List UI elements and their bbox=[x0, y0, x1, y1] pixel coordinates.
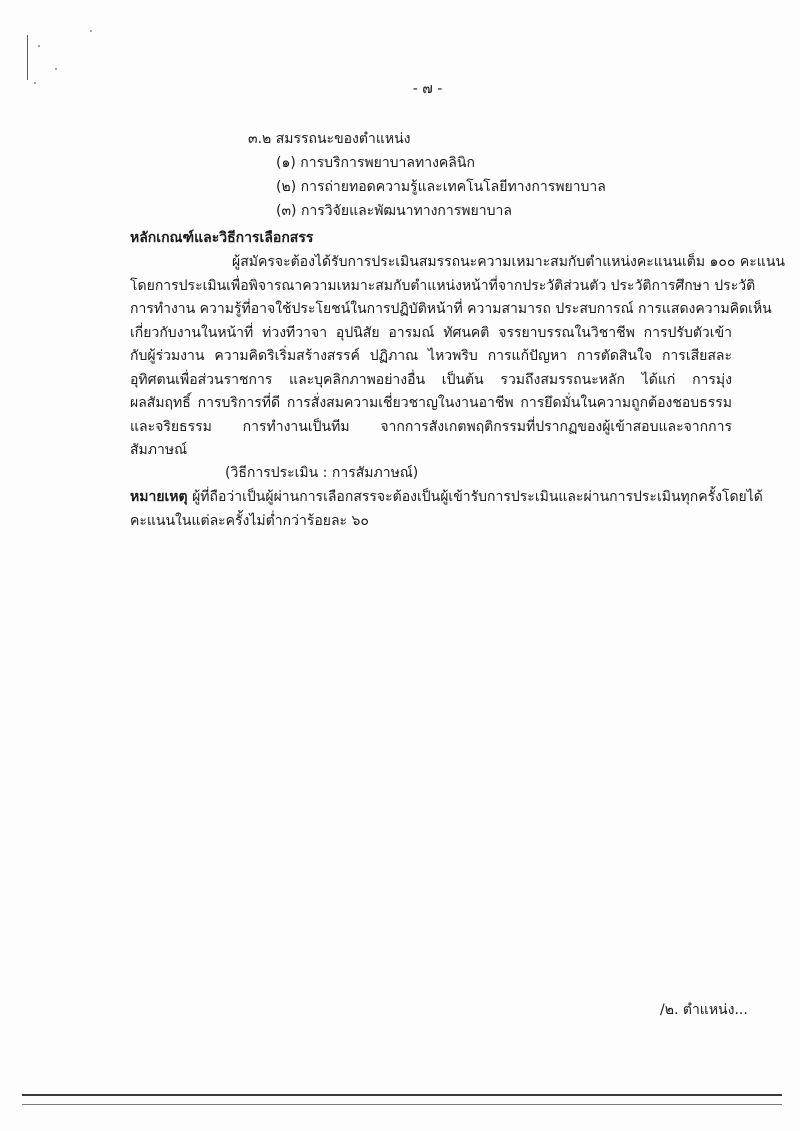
paragraph-line: สัมภาษณ์ bbox=[130, 442, 188, 458]
paragraph-line: โดยการประเมินเพื่อพิจารณาความเหมาะสมกับตำแหน่งหน้าที่จากประวัติส่วนตัว ประวัติการศึกษา ประวัติ bbox=[130, 278, 756, 294]
page-number: - ๗ - bbox=[412, 81, 443, 97]
criteria-heading: หลักเกณฑ์และวิธีการเลือกสรร bbox=[130, 230, 314, 246]
scan-border-line bbox=[22, 1104, 782, 1105]
paragraph-line: ผู้สมัครจะต้องได้รับการประเมินสมรรถนะความเหมาะสมกับตำแหน่งคะแนนเต็ม ๑๐๐ คะแนน bbox=[232, 254, 785, 270]
note-line-2: คะแนนในแต่ละครั้งไม่ต่ำกว่าร้อยละ ๖๐ bbox=[130, 513, 369, 529]
paragraph-line: กับผู้ร่วมงาน ความคิดริเริ่มสร้างสรรค์ ปฏิภาณ ไหวพริบ การแก้ปัญหา การตัดสินใจ การเสียสละ bbox=[130, 348, 732, 364]
competency-item: (๓) การวิจัยและพัฒนาทางการพยาบาล bbox=[276, 203, 512, 219]
competency-item: (๑) การบริการพยาบาลทางคลินิก bbox=[276, 155, 475, 171]
competency-heading: ๓.๒ สมรรถนะของตำแหน่ง bbox=[248, 131, 411, 147]
paragraph-line: อุทิศตนเพื่อส่วนราชการ และบุคลิกภาพอย่างอื่น เป็นต้น รวมถึงสมรรถนะหลัก ได้แก่ การมุ่ง bbox=[130, 372, 732, 388]
note-text: ผู้ที่ถือว่าเป็นผู้ผ่านการเลือกสรรจะต้องเป็นผู้เข้ารับการประเมินและผ่านการประเมินทุกครั้งโดยได้ bbox=[192, 489, 763, 505]
paragraph-line: ผลสัมฤทธิ์ การบริการที่ดี การสั่งสมความเชี่ยวชาญในงานอาชีพ การยึดมั่นในความถูกต้องชอบธรรม bbox=[130, 395, 732, 411]
competency-item: (๒) การถ่ายทอดความรู้และเทคโนโลยีทางการพยาบาล bbox=[276, 179, 606, 195]
scan-speck bbox=[38, 45, 40, 47]
scan-border-line bbox=[22, 1094, 782, 1096]
note-label: หมายเหตุ bbox=[130, 489, 188, 505]
paragraph-line: เกี่ยวกับงานในหน้าที่ ท่วงทีวาจา อุปนิสัย อารมณ์ ทัศนคติ จรรยาบรรณในวิชาชีพ การปรับตัวเข้า bbox=[130, 325, 732, 341]
note-line-1 bbox=[130, 486, 763, 508]
scan-edge-mark bbox=[27, 35, 28, 80]
paragraph-line: และจริยธรรม การทำงานเป็นทีม จากการสังเกตพฤติกรรมที่ปรากฏของผู้เข้าสอบและจากการ bbox=[130, 419, 732, 435]
paragraph-line: การทำงาน ความรู้ที่อาจใช้ประโยชน์ในการปฏิบัติหน้าที่ ความสามารถ ประสบการณ์ การแสดงความคิดเห็น bbox=[130, 301, 772, 317]
continuation-marker: /๒. ตำแหน่ง... bbox=[660, 1002, 748, 1018]
scan-speck bbox=[90, 30, 92, 32]
scan-speck bbox=[55, 68, 57, 70]
assessment-method: (วิธีการประเมิน : การสัมภาษณ์) bbox=[225, 465, 419, 481]
